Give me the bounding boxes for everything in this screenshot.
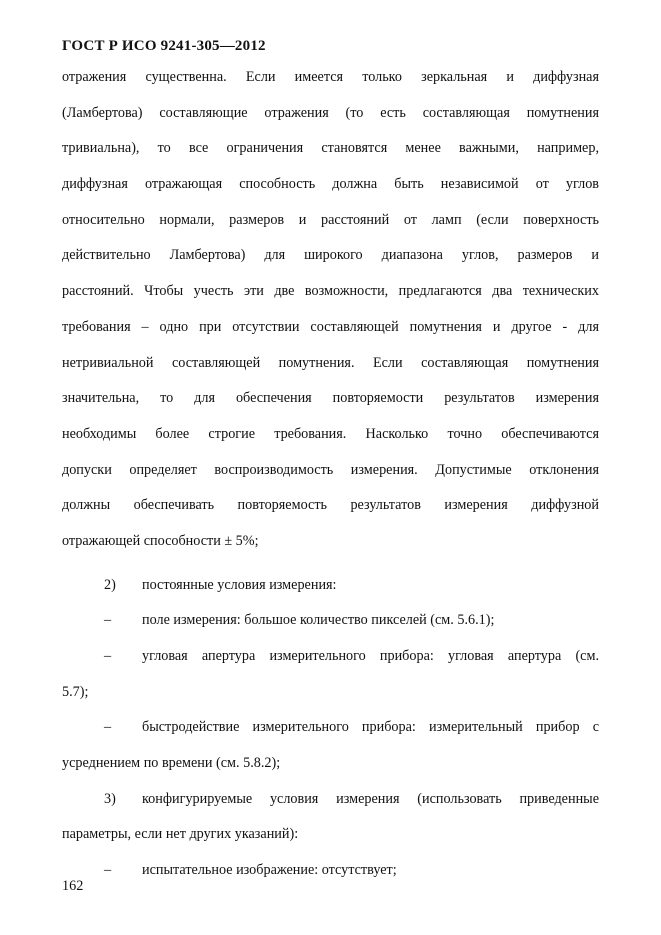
list-item-2 [62, 568, 599, 604]
list-item-text: быстродействие измерительного прибора: измерительный прибор с [142, 719, 599, 736]
dash-item-response [62, 710, 599, 746]
list-item-text: поле измерения: большое количество пикселей (см. 5.6.1); [142, 612, 495, 629]
dash-marker: – [104, 612, 112, 629]
dash-item-aperture [62, 639, 599, 675]
document-header: ГОСТ Р ИСО 9241-305—2012 [62, 38, 266, 54]
paragraph-line: тривиальна), то все ограничения становятся менее важными, например, [62, 140, 599, 157]
list-item-continuation: параметры, если нет других указаний): [62, 826, 299, 843]
dash-marker: – [104, 719, 112, 736]
list-marker: 2) [104, 576, 116, 593]
paragraph-line: действительно Ламбертова) для широкого диапазона углов, размеров и [62, 247, 599, 264]
paragraph [62, 60, 599, 560]
paragraph-line: относительно нормали, размеров и расстояний от ламп (если поверхность [62, 211, 599, 228]
paragraph-line: отражения существенна. Если имеется только зеркальная и диффузная [62, 69, 599, 85]
list-item-text: конфигурируемые условия измерения (использовать приведенные [142, 790, 599, 807]
paragraph-line: допуски определяет воспроизводимость измерения. Допустимые отклонения [62, 461, 599, 478]
dash-marker: – [104, 862, 112, 879]
dash-marker: – [104, 648, 112, 664]
paragraph-line: диффузная отражающая способность должна быть независимой от углов [62, 176, 599, 193]
paragraph-line: (Ламбертова) составляющие отражения (то есть составляющая помутнения [62, 104, 599, 121]
paragraph-line: требования – одно при отсутствии составляющей помутнения и другое - для [62, 318, 599, 335]
paragraph-line: необходимы более строгие требования. Насколько точно обеспечиваются [62, 425, 599, 442]
list-item-text: угловая апертура измерительного прибора: угловая апертура (см. [142, 648, 599, 664]
paragraph-line: должны обеспечивать повторяемость результатов измерения диффузной [62, 497, 599, 514]
paragraph-line: значительна, то для обеспечения повторяемости результатов измерения [62, 390, 599, 407]
list-item-3 [62, 782, 599, 818]
page-number: 162 [62, 878, 84, 894]
list-item-text: испытательное изображение: отсутствует; [142, 862, 397, 879]
dash-item-field [62, 603, 599, 639]
paragraph-line: нетривиальной составляющей помутнения. Если составляющая помутнения [62, 354, 599, 371]
list-item-text: постоянные условия измерения: [142, 576, 337, 593]
dash-item-test-image [62, 853, 599, 889]
paragraph-line: отражающей способности ± 5%; [62, 532, 259, 549]
document-body [62, 60, 599, 889]
list-marker: 3) [104, 790, 116, 807]
list-item-continuation: 5.7); [62, 683, 89, 700]
list-item-continuation: усреднением по времени (см. 5.8.2); [62, 755, 281, 772]
paragraph-line: расстояний. Чтобы учесть эти две возможности, предлагаются два технических [62, 283, 599, 300]
